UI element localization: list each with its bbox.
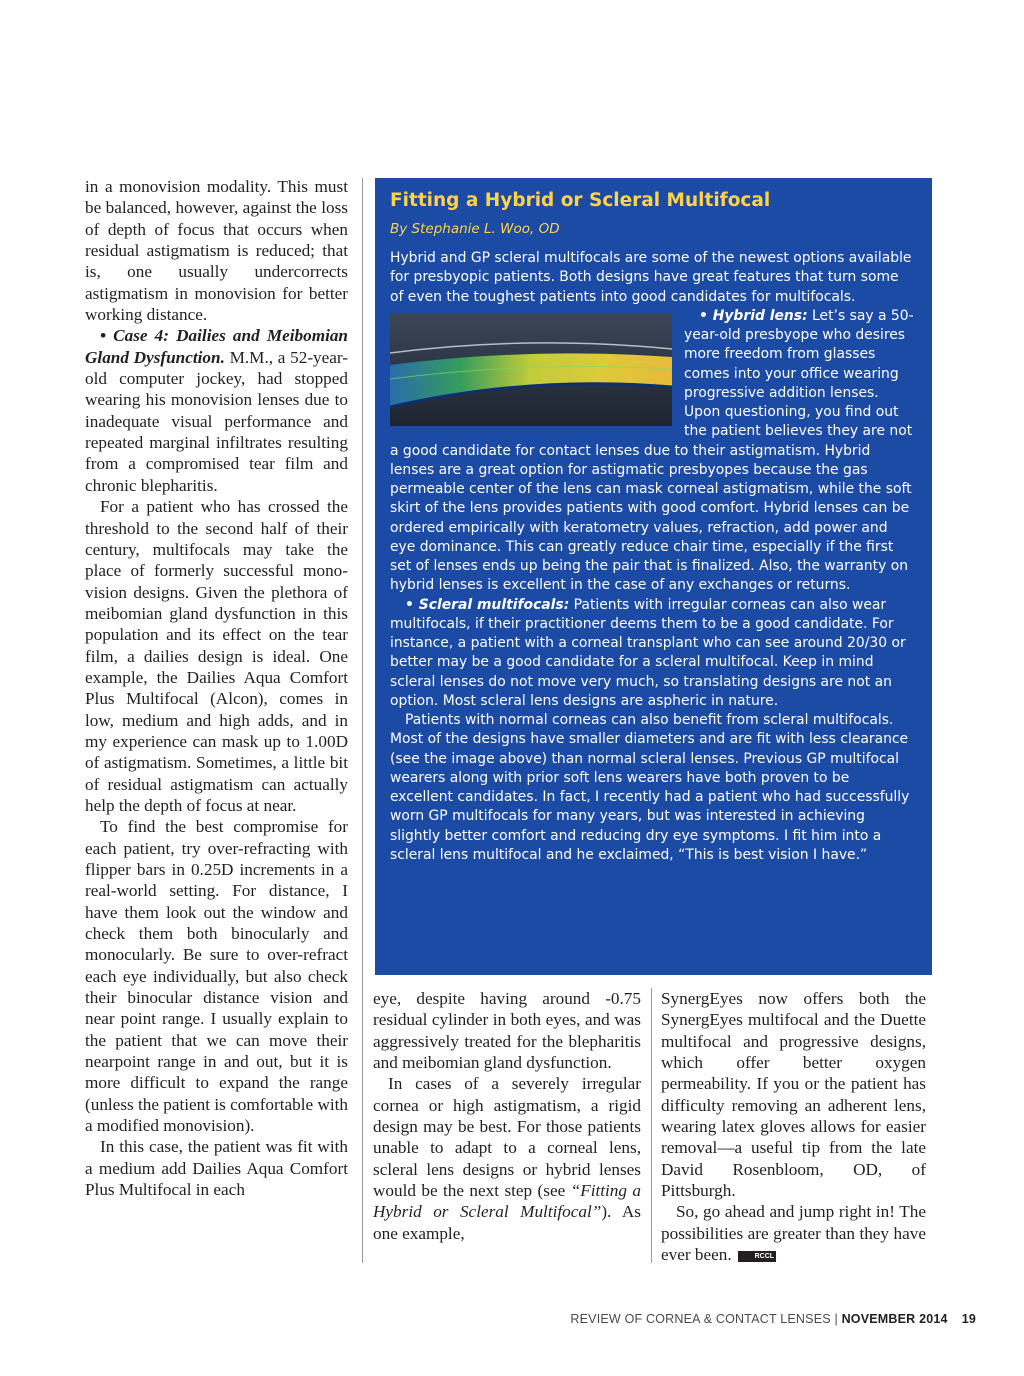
paragraph bbox=[661, 1201, 926, 1265]
scleral-lens-oct-image bbox=[390, 313, 672, 426]
hybrid-text: Let’s say a 50-year-old presbyope who desires more freedom from glasses comes into your office wearing progressive addition lenses. Upon questioning, you find out the patient believes they are not a good candidate for contact lenses due to their astigmatism. Hybrid lenses are a great option for astigmatic presbyopes because the gas permeable center of the lens can mask corneal astigmatism, while the soft skirt of the lens provides patients with good comfort. Hybrid lenses can be ordered empirically with keratometry values, refraction, add power and eye dominance. This can greatly reduce chair time, especially if the first set of lenses ends up being the pair that is finalized. Also, the warranty on hybrid lenses is excellent in the case of any exchanges or returns. bbox=[390, 307, 914, 594]
end-mark-icon: RCCL bbox=[738, 1251, 776, 1262]
sidebar-body bbox=[390, 249, 916, 865]
case-paragraph bbox=[85, 325, 348, 496]
text: ). As one example, bbox=[373, 1202, 641, 1243]
cross-reference: “Fitting a Hybrid or Scleral Multifocal” bbox=[373, 1181, 641, 1222]
scleral-paragraph bbox=[390, 596, 916, 712]
right-column bbox=[661, 988, 926, 1265]
sidebar-title: Fitting a Hybrid or Scleral Multifocal bbox=[390, 190, 771, 211]
text: So, go ahead and jump right in! The possibilities are greater than they have ever been. bbox=[661, 1202, 926, 1265]
hybrid-lead: • Hybrid lens: bbox=[699, 307, 808, 324]
sidebar-intro: Hybrid and GP scleral multifocals are some of the newest options available for presbyopic patients. Both designs have great features that turn some of even the toughest patients into good candidates for multifocals. bbox=[390, 250, 912, 305]
scleral-text: Patients with irregular corneas can also wear multifocals, if their practitioner deems them to be a good candidate. For instance, a patient with a corneal transplant who can see around 20/30 or better may be a good candidate for a scleral multifocal. Keep in mind scleral lenses do not move very much, so translating designs are not an option. Most scleral lens designs are aspheric in nature. bbox=[390, 596, 906, 709]
page-number: 19 bbox=[961, 1312, 976, 1326]
sidebar-closing: Patients with normal corneas can also benefit from scleral multifocals. Most of the designs have smaller diameters and are fit with less clearance (see the image above) than normal scleral lenses. Previous GP multifocal wearers along with prior soft lens wearers have both proven to be excellent candidates. In fact, I recently had a patient who had successfully worn GP multifocals for many years, but was interested in achieving slightly better comfort and reducing dry eye symptoms. I fit him into a scleral lens multifocal and he exclaimed, “This is best vision I have.” bbox=[390, 712, 910, 863]
publication-name: REVIEW OF CORNEA & CONTACT LENSES | bbox=[570, 1312, 842, 1326]
lens-scan-graphic bbox=[390, 313, 672, 426]
case-text: M.M., a 52-year-old computer jockey, had stopped wearing his monovision lenses due to inadequate visual performance and repeated marginal infiltrates resulting from a compromised tear film and chronic blepharitis. bbox=[85, 347, 349, 495]
paragraph: eye, despite having around -0.75 residual cylinder in both eyes, and was aggressively treated for the blepharitis and meibomian gland dysfunction. bbox=[373, 989, 641, 1073]
middle-column bbox=[373, 988, 641, 1244]
paragraph: SynergEyes now offers both the SynergEyes multifocal and the Duette multifocal and progressive designs, which offer better oxygen permeability. If you or the patient has difficulty removing an adherent lens, wearing latex gloves allows for easier removal—a useful tip from the late David Rosenbloom, OD, of Pittsburgh. bbox=[661, 989, 926, 1201]
paragraph: In this case, the patient was fit with a medium add Dailies Aqua Comfort Plus Multifocal in each bbox=[85, 1137, 348, 1200]
scleral-lead: • Scleral multifocals: bbox=[405, 596, 570, 613]
sidebar-byline: By Stephanie L. Woo, OD bbox=[390, 221, 560, 237]
page-footer bbox=[570, 1312, 976, 1326]
paragraph bbox=[373, 1073, 641, 1244]
sidebar-box bbox=[375, 178, 932, 975]
paragraph: For a patient who has crossed the threshold to the second half of their century, multifocals may take the place of formerly successful monovision designs. Given the plethora of meibomian gland dysfunction in this population and its effect on the tear film, a dailies design is ideal. One example, the Dailies Aqua Comfort Plus Multifocal (Alcon), comes in low, medium and high adds, and in my experience can mask up to 1.00D of astigmatism. Sometimes, a little bit of residual astigmatism can actually help the depth of focus at near. bbox=[85, 497, 348, 815]
issue-date: NOVEMBER 2014 bbox=[841, 1312, 948, 1326]
column-divider bbox=[362, 178, 363, 1263]
case-heading: • Case 4: Dailies and Meibomian Gland Dysfunction. bbox=[85, 326, 348, 367]
paragraph: To find the best compromise for each patient, try over-refracting with flipper bars in 0.25D increments in a real-world setting. For distance, I have them look out the window and check them both binocularly and monocularly. Be sure to over-refract each eye individually, but also check their binocular distance vision and near point range. I usually explain to the patient that we can move their nearpoint range in and out, but it is more difficult to expand the range (unless the patient is comfortable with a modified monovision). bbox=[85, 817, 348, 1136]
text: In cases of a severely irregular cornea or high astigmatism, a rigid design may be best. For those patients unable to adapt to a corneal lens, scleral lens designs or hybrid lenses would be the next step (see bbox=[373, 1074, 641, 1201]
paragraph: in a monovision modality. This must be balanced, however, against the loss of depth of focus that occurs when residual astigmatism is reduced; that is, one usually undercorrects astigmatism in monovision for better working distance. bbox=[85, 177, 348, 325]
column-divider bbox=[651, 988, 652, 1263]
left-column bbox=[85, 176, 348, 1201]
